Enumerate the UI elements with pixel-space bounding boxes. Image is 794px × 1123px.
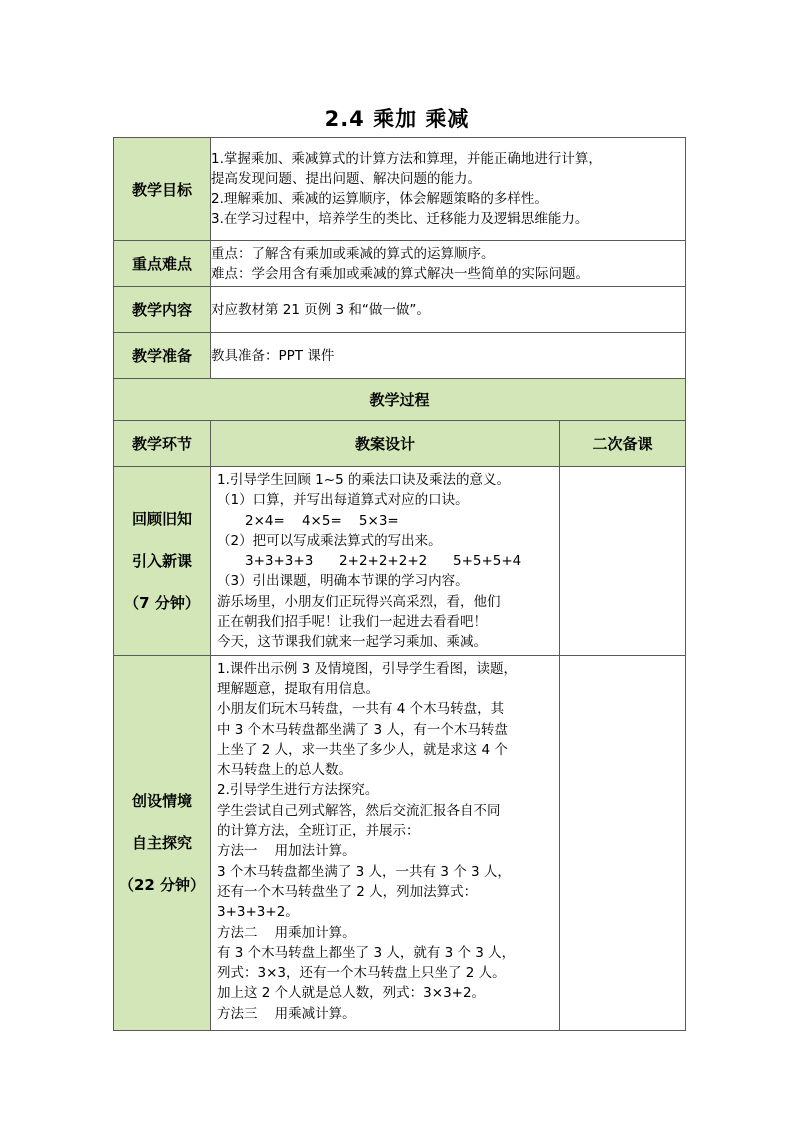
design-line: 方法二 用乘加计算。	[217, 924, 356, 941]
design-line: （2）把可以写成乘法算式的写出来。	[217, 532, 442, 549]
design-line: 加上这 2 个人就是总人数，列式：3×3+2。	[217, 985, 486, 1002]
design-line: 理解题意，提取有用信息。	[217, 680, 379, 697]
design-line: 2.引导学生进行方法探究。	[217, 782, 379, 799]
objectives-line: 2.理解乘加、乘减的运算顺序，体会解题策略的多样性。	[211, 191, 548, 207]
design-line: 游乐场里，小朋友们正玩得兴高采烈，看，他们	[217, 593, 501, 610]
preparation-line: 教具准备：PPT 课件	[211, 347, 335, 364]
stage-name-line: 回顾旧知	[131, 509, 192, 528]
design-line: 正在朝我们招手呢！让我们一起进去看看吧！	[217, 614, 487, 631]
stage-duration: （22 分钟）	[118, 875, 206, 894]
key-points-row	[114, 241, 686, 287]
lesson-plan-table	[113, 137, 686, 1031]
preparation-label: 教学准备	[114, 333, 211, 379]
stage-duration: （7 分钟）	[124, 593, 200, 612]
design-line: 2×4= 4×5= 5×3=	[245, 512, 399, 529]
design-line: 中 3 个木马转盘都坐满了 3 人，有一个木马转盘	[217, 721, 508, 738]
stage-explore-notes	[560, 655, 686, 1030]
design-line: 今天，这节课我们就来一起学习乘加、乘减。	[217, 634, 487, 651]
stage-name-line: 自主探究	[131, 833, 192, 852]
design-line: 1.引导学生回顾 1~5 的乘法口诀及乘法的意义。	[217, 472, 510, 488]
objectives-content	[211, 138, 686, 241]
stage-review-design	[211, 467, 560, 656]
column-header-stage: 教学环节	[114, 421, 211, 467]
design-line: 列式：3×3，还有一个木马转盘上只坐了 2 人。	[217, 965, 506, 982]
design-line: 3+3+3+2。	[217, 904, 299, 921]
stage-review-notes	[560, 467, 686, 656]
design-line: 的计算方法，全班订正，并展示：	[217, 823, 420, 840]
preparation-row	[114, 333, 686, 379]
content-row	[114, 287, 686, 333]
stage-name-line: 引入新课	[131, 551, 192, 570]
design-line: 有 3 个木马转盘上都坐了 3 人，就有 3 个 3 人，	[217, 944, 516, 961]
stage-explore-design	[211, 655, 560, 1030]
content-label: 教学内容	[114, 287, 211, 333]
stage-review-label	[114, 467, 211, 656]
design-line: 木马转盘上的总人数。	[217, 762, 352, 779]
design-line: 小朋友们玩木马转盘，一共有 4 个木马转盘，其	[217, 701, 505, 718]
objectives-row	[114, 138, 686, 241]
process-heading-row	[114, 379, 686, 421]
design-line: 3 个木马转盘都坐满了 3 人，一共有 3 个 3 人，	[217, 863, 511, 880]
design-line: （1）口算，并写出每道算式对应的口诀。	[217, 492, 469, 509]
design-line: 3+3+3+3 2+2+2+2+2 5+5+5+4	[245, 553, 522, 570]
design-line: 方法一 用加法计算。	[217, 843, 356, 860]
page-title: 2.4 乘加 乘减	[324, 107, 470, 131]
key-points-content	[211, 241, 686, 287]
design-line: 1.课件出示例 3 及情境图，引导学生看图，读题，	[217, 660, 518, 677]
key-points-line: 难点：学会用含有乘加或乘减的算式解决一些简单的实际问题。	[211, 265, 589, 282]
stage-row-review	[114, 467, 686, 656]
objectives-line: 1.掌握乘加、乘减算式的计算方法和算理，并能正确地进行计算，	[211, 151, 602, 167]
content-line: 对应教材第 21 页例 3 和“做一做”。	[211, 301, 430, 318]
preparation-text	[211, 333, 686, 379]
objectives-line: 提高发现问题、提出问题、解决问题的能力。	[211, 171, 481, 187]
design-line: 方法三 用乘减计算。	[217, 1005, 356, 1022]
stage-explore-label	[114, 655, 211, 1030]
stage-name-line: 创设情境	[131, 791, 192, 810]
objectives-label: 教学目标	[114, 138, 211, 241]
design-line: 还有一个木马转盘坐了 2 人，列加法算式：	[217, 883, 478, 900]
column-header-design: 教案设计	[211, 421, 560, 467]
content-text	[211, 287, 686, 333]
design-line: 学生尝试自己列式解答，然后交流汇报各自不同	[217, 802, 501, 819]
design-line: 上坐了 2 人，求一共坐了多少人，就是求这 4 个	[217, 741, 508, 758]
stage-row-explore	[114, 655, 686, 1030]
column-header-row	[114, 421, 686, 467]
column-header-notes: 二次备课	[560, 421, 686, 467]
key-points-label: 重点难点	[114, 241, 211, 287]
objectives-line: 3.在学习过程中，培养学生的类比、迁移能力及逻辑思维能力。	[211, 211, 589, 227]
key-points-line: 重点：了解含有乘加或乘减的算式的运算顺序。	[211, 245, 495, 262]
design-line: （3）引出课题，明确本节课的学习内容。	[217, 573, 469, 590]
process-heading: 教学过程	[114, 379, 686, 421]
